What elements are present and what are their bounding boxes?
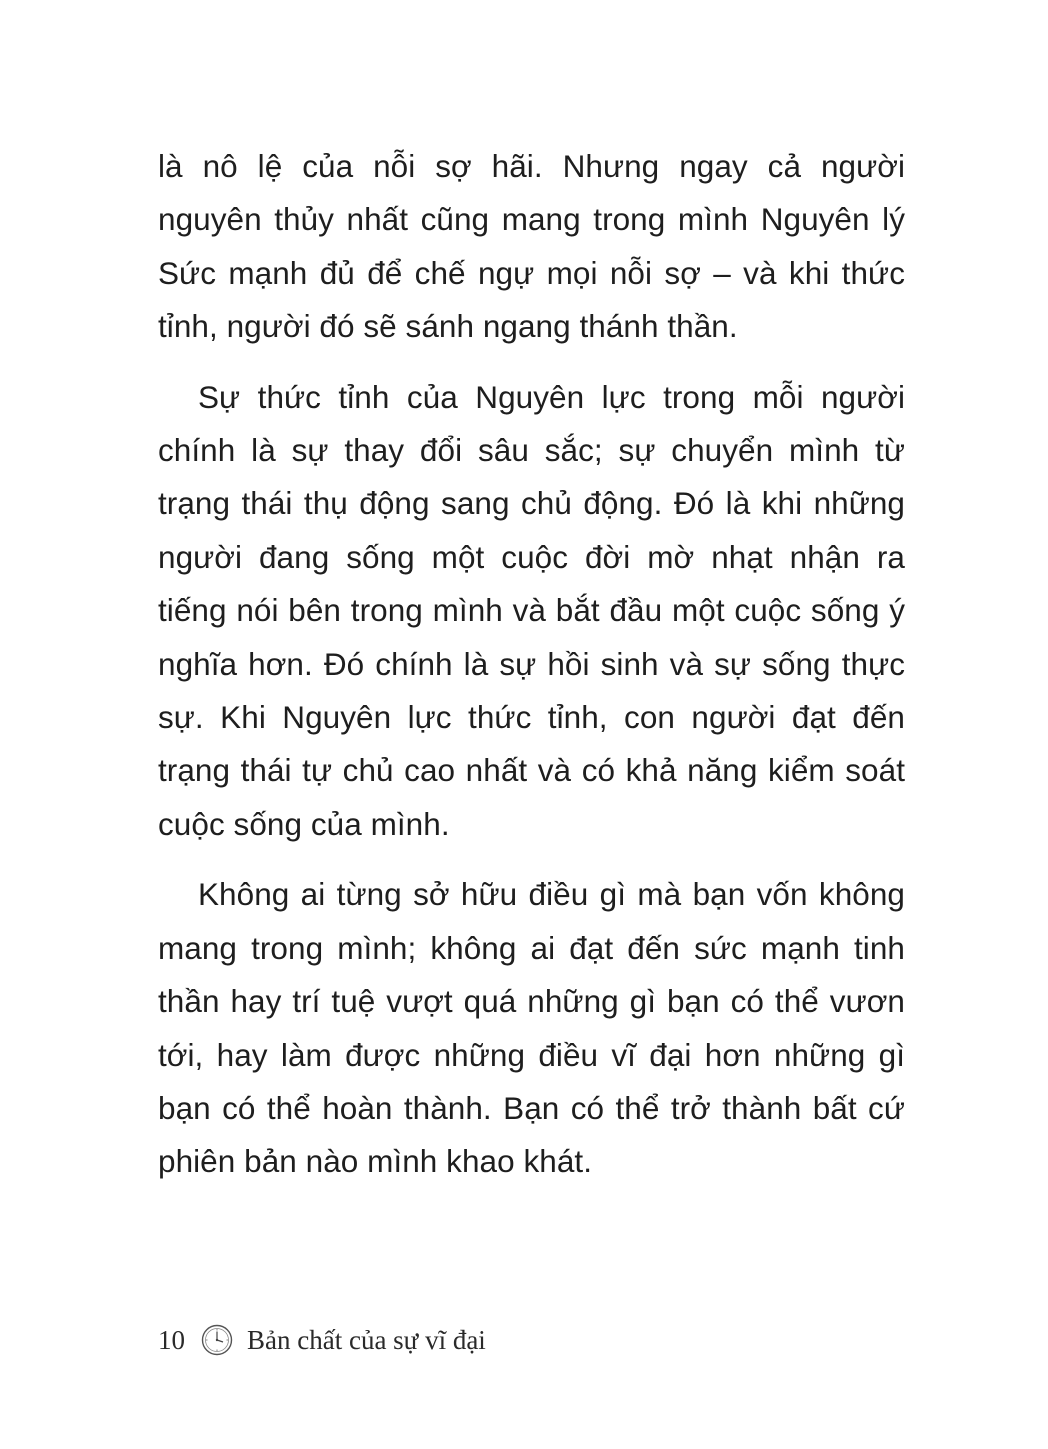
clock-icon xyxy=(201,1324,233,1356)
paragraph-2: Sự thức tỉnh của Nguyên lực trong mỗi người chính là sự thay đổi sâu sắc; sự chuyển mình từ trạng thái thụ động sang chủ động. Đó là khi những người đang sống một cuộc đời mờ nhạt nhận ra tiếng nói bên trong mình và bắt đầu một cuộc sống ý nghĩa hơn. Đó chính là sự hồi sinh và sự sống thực sự. Khi Nguyên lực thức tỉnh, con người đạt đến trạng thái tự chủ cao nhất và có khả năng kiểm soát cuộc sống của mình. xyxy=(158,378,905,842)
body-text xyxy=(158,140,905,1206)
paragraph-3: Không ai từng sở hữu điều gì mà bạn vốn không mang trong mình; không ai đạt đến sức mạnh tinh thần hay trí tuệ vượt quá những gì bạn có thể vươn tới, hay làm được những điều vĩ đại hơn những gì bạn có thể hoàn thành. Bạn có thể trở thành bất cứ phiên bản nào mình khao khát. xyxy=(158,876,905,1180)
paragraph-1: là nô lệ của nỗi sợ hãi. Nhưng ngay cả người nguyên thủy nhất cũng mang trong mình Nguyên lý Sức mạnh đủ để chế ngự mọi nỗi sợ – và khi thức tỉnh, người đó sẽ sánh ngang thánh thần. xyxy=(158,148,905,345)
page-footer xyxy=(158,1320,486,1360)
page-number: 10 xyxy=(158,1324,185,1355)
book-title: Bản chất của sự vĩ đại xyxy=(247,1324,486,1355)
